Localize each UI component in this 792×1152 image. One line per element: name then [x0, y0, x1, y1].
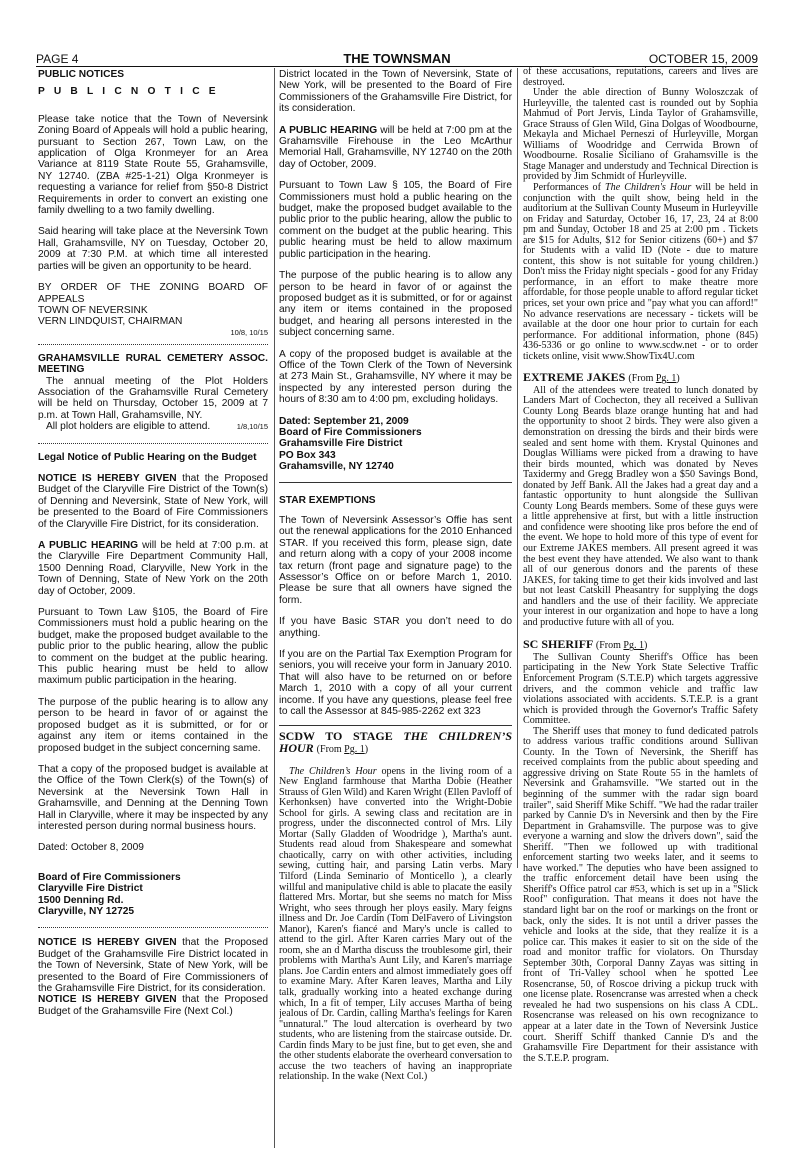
zba-run-dates: 10/8, 10/15 [230, 327, 268, 337]
star-paragraph-2: If you have Basic STAR you don’t need to do anything. [279, 616, 512, 639]
grahamsville-copy-paragraph: A copy of the proposed budget is available at the Office of the Town Clerk of the Town of Neversink at 273 Main St., Grahamsville, NY where it may be inspected by any interested person during the hours of 8:30 am to 4:00 pm, excluding holidays. [279, 348, 512, 406]
scdw-performances-paragraph: Performances of The Children's Hour will be held in conjunction with the quilt show, being held in the auditorium at the Sullivan County Museum in Hurleyville on Friday and Saturday, October 16, 17, 23, 24 at 8:00 pm and Sunday, October 18 and 25 at 2:00 pm . Tickets are $15 for Adults, $12 for Senior citizens (60+) and $7 for Students with a valid ID (Note - due to mature content, this show is not suitable for young children.) Don't miss the Friday night specials - good for any Friday performance, in an effort to make theatre more affordable, for those people unable to afford regular ticket prices, set your own price and "pay what you can afford!" No advance reservations are necessary - tickets will be available at the door one hour prior to curtain for each performance. For additional information, phone (845) 436-5336 or go online to www.scdw.net - or to order tickets online, visit www.ShowTix4U.com [523, 182, 758, 362]
claryville-signature-2: Claryville Fire District [38, 883, 143, 895]
zba-notice-paragraph: Please take notice that the Town of Neversink Zoning Board of Appeals will hold a public hearing, pursuant to Section 267, Town Law, on the application of Olga Kronmeyer for an Area Variance at 8119 State Route 55, Grahamsville, NY 12740. (ZBA #25-1-21) Olga Kronmeyer is requesting a variance for relief from §50-8 District Requirements in order to convert an existing one family dwelling to a two family dwelling. [38, 113, 268, 217]
scdw-cast-paragraph: Under the able direction of Bunny Woloszczak of Hurleyville, the talented cast is rounded out by Sophia Mahmud of Port Jervis, Linda Taylor of Grahamsville, Grace Strauss of Glen Wild, Gina Dolgas of Woodbourne, Mekayla and Michael Perneszi of Hurleyville, Morgan Williams of Woodridge and Cerrwida Brown of Woodbourne. Rosalie Siciliano of Grahamsville is the Stage Manager and understudy and Technical Direction is provided by Jim Schmidt of Hurleyville. [523, 87, 758, 183]
divider [279, 725, 512, 726]
cemetery-eligibility: All plot holders are eligible to attend. 1/8,10/15 [46, 421, 268, 433]
grahamsville-signature-1: Board of Fire Commissioners [279, 426, 422, 438]
zba-hearing-paragraph: Said hearing will take place at the Neversink Town Hall, Grahamsville, NY on Tuesday, October 20, 2009 at 7:30 P.M. at which time all interested parties will be given an opportunity to be heard. [38, 226, 268, 272]
extreme-jakes-body: All of the attendees were treated to lunch donated by Landers Mart of Cochecton, they all received a Sullivan County Long Beards blaze orange hunting hat and had the opportunity to shoot 2 birds. They were also given a demonstration on dressing the birds and their birds were sealed and sent home with them. Krystal Quinones and Douglas Williams were picked from a drawing to have their birds mounted, which was donated by Neves Taxidermy and Gregg Bradley won a $50 Savings Bond, donated by Jeff Bank. All the Jakes had a great day and a fantastic opportunity to hunt alongside the Sullivan County Long Beards members. Some of these guys were a little apprehensive at first, but with a little instruction and confidence were shooting like pros before the end of the event. We hope to hold more of this type of event for our Extreme JAKES members. All present agreed it was the best event they have attended. We also want to thank all of our generous donors and the parents of these JAKES, for taking time to get their kids involved and last but not least Catskill Pheasantry for supplying the dogs and handlers and the use of their facility. We appreciate your interest in our organization and hope to have a long and productive future with all of you. [523, 384, 758, 628]
claryville-purpose-paragraph: The purpose of the public hearing is to allow any person to be heard in favor of or against the proposed budget as it is submitted, or for or against any item or items contained in the proposed budget in the subject concerning same. [38, 696, 268, 754]
scdw-article [279, 730, 512, 1083]
legal-notice-heading: Legal Notice of Public Hearing on the Budget [38, 451, 257, 463]
grahamsville-signature-3: PO Box 343 [279, 449, 336, 461]
grahamsville-signature-4: Grahamsville, NY 12740 [279, 461, 394, 473]
divider [279, 482, 512, 483]
claryville-dated: Dated: October 8, 2009 [38, 842, 144, 854]
issue-date: OCTOBER 15, 2009 [648, 52, 758, 66]
claryville-copy-paragraph: That a copy of the proposed budget is available at the Office of the Town Clerk(s) of the Town(s) of Neversink at the Neversink Town Hall in Grahamsville, and Denning at the Denning Town Hall in Claryville, where it may be inspected by any interested person during normal business hours. [38, 763, 268, 832]
grahamsville-notice-paragraph-2: NOTICE IS HEREBY GIVEN that the Proposed Budget of the Grahamsville Fire (Next Col.) [38, 994, 268, 1017]
scdw-headline: SCDW TO STAGE THE CHILDREN’S HOUR (From Pg. 1) [279, 728, 512, 755]
claryville-notice-paragraph: NOTICE IS HEREBY GIVEN that the Proposed Budget of the Claryville Fire District of the Town(s) of Denning and Neversink, State of New York, will be presented to the Board of Fire Commissioners of the Claryville Fire District, for its consideration. [38, 472, 268, 530]
column-divider-2 [517, 68, 518, 868]
sc-sheriff-page-link[interactable]: Pg. 1 [623, 640, 644, 652]
column-2 [279, 69, 512, 1149]
divider [38, 927, 268, 928]
claryville-signature-1: Board of Fire Commissioners [38, 871, 181, 883]
newspaper-title: THE TOWNSMAN [343, 51, 451, 66]
column-1 [38, 69, 268, 1149]
cemetery-run-dates: 1/8,10/15 [236, 422, 268, 432]
star-paragraph-3: If you are on the Partial Tax Exemption Program for seniors, you will receive your form in January 2010. That will also have to be returned on or before March 1, 2010 with a copy of all your current income. If you have any questions, please feel free to call the Assessor at 845-985-2262 ext 323 [279, 649, 512, 718]
extreme-jakes-headline: EXTREME JAKES (From Pg. 1) [523, 370, 680, 385]
extreme-jakes-page-link[interactable]: Pg. 1 [655, 373, 677, 385]
grahamsville-notice-paragraph: NOTICE IS HEREBY GIVEN that the Proposed Budget of the Grahamsville Fire District located in the Town of Neversink, State of New York, will be presented to the Board of Fire Commissioners of the Grahamsville Fire District, for its consideration. [38, 937, 268, 994]
sc-sheriff-paragraph-1: The Sullivan County Sheriff's Office has been participating in the New York State Selective Traffic Enforcement Program (S.T.E.P) which targets aggressive drivers, and the common vehicle and traffic law violations associated with accidents. S.T.E.P. is a grant which is provided through the Governor's Traffic Safety Committee. [523, 651, 758, 727]
scdw-page-link[interactable]: Pg. 1 [344, 744, 365, 755]
grahamsville-hearing-paragraph: A PUBLIC HEARING will be held at 7:00 pm at the Grahamsville Firehouse in the Leo McArthur Memorial Hall, Grahamsville, NY 12740 on the 20th day of October, 2009. [279, 124, 512, 170]
star-exemptions-heading: STAR EXEMPTIONS [279, 494, 376, 506]
column-3 [523, 67, 758, 1147]
grahamsville-purpose-paragraph: The purpose of the public hearing is to allow any person to be heard in favor of or against the proposed budget as it is submitted, or for or against any item or items contained in the proposed budget, and hearing all persons interested in the subject concerning same. [279, 270, 512, 339]
grahamsville-signature-2: Grahamsville Fire District [279, 438, 403, 450]
claryville-signature-4: Claryville, NY 12725 [38, 905, 135, 917]
page-number: PAGE 4 [36, 52, 79, 66]
cemetery-heading: GRAHAMSVILLE RURAL CEMETERY ASSOC. MEETING [38, 352, 268, 376]
cemetery-paragraph: The annual meeting of the Plot Holders Association of the Grahamsville Rural Cemetery will be held on Thursday, October 15, 2009 at 7 p.m. at Town Hall, Grahamsville, NY. [38, 375, 268, 421]
claryville-hearing-paragraph: A PUBLIC HEARING will be held at 7:00 p.m. at the Claryville Fire Department Community Hall, 1500 Denning Road, Claryville, New York in the Town of Denning, State of New York on the 20th day of October, 2009. [38, 540, 268, 597]
claryville-law-paragraph: Pursuant to Town Law §105, the Board of Fire Commissioners must hold a public hearing on the budget, make the proposed budget available to the public prior to the public hearing, allow the public to comment on the budget at the public hearing. This public hearing must be held to allow maximum public participation in the hearing. [38, 607, 268, 687]
sc-sheriff-paragraph-2: The Sheriff uses that money to fund dedicated patrols to address various traffic conditions around Sullivan County. In the Town of Neversink, the Sheriff has received complaints from the public about speeding and aggressive driving on State Route 55 in the hamlets of Neversink and Grahamsville. "We started out in the beginning of the summer with the radar sign board trailer", said Sheriff Mike Schiff. "We had the radar trailer parked by Cannie D's in Neversink and then by the Fire Department in Grahamsville. The purpose was to give everyone a warning and slow the drivers down", said the Sheriff. "Then we followed up with traditional enforcement starting two weeks later, and it seems to have worked." The deputies who have been assigned to the traffic enforcement detail have been using the Sheriff's Office patrol car #53, which is set up in a "Slick Roof" configuration. That means it does not have the standard light bar on the roof or markings on the front or back, only the sides. It is not until a driver passes the vehicle and looks at the side, that they realize it is a police car. This makes it easier to sit on the side of the road and monitor traffic for violators. On Thursday September 30th, Corporal Danny Zayas was sitting in front of Tri-Valley school when he spotted Lee Rosencranse, 50, of Roscoe driving a pickup truck with one license plate. Rosencranse was arrested when a check revealed he had two suspensions on his class A CDL. Rosencranse was released on his own recognizance to appear at a later date in the Town of Neversink Justice court. Sheriff Schiff thanked Cannie D's and the Grahamsville Fire Department for their assistance with the S.T.E.P. program. [523, 725, 758, 1064]
scdw-body: The Children’s Hour opens in the living room of a New England farmhouse that Martha Dobie (Heather Strauss of Glen Wild) and Karen Wright (Ellen Pavloff of Kerhonksen) have converted into the Wright-Dobie School for girls. A sewing class and recitation are in progress, under the disconnected control of Mrs. Lily Mortar (Sally Gladden of Woodridge ), Martha's aunt. Students read aloud from Shakespeare and somewhat chaotically, carry on with other activities, including sewing, cutting hair, and parsing Latin verbs. Mary Tilford (Linda Seminario of Monticello ), a clearly willful and manipulative child is able to placate the easily flattered Mrs. Mortar, but she seems no match for Miss Wright, who sees through her ploys easily. Mary feigns illness and Dr. Joe Cardin (Tom DelFavero of Livingston Manor), Karen's fiancé and Mary's uncle is called to attend to the girl. After Karen carries Mary out of the room, she an d Martha discuss the troublesome girl, their problems with Martha's Aunt Lily, and Karen's marriage plans. Joe Cardin enters and almost immediately goes off to examine Mary. After Karen leaves, Martha and Lily talk, gradually working into a heated exchange during which, In a fit of temper, Lily accuses Martha of being jealous of Dr. Cardin, calling Martha's feelings for Karen "unnatural." The loud altercation is overheard by two students, who are listening from the staircase outside. Dr. Cardin finds Mary to be just fine, but to get even, she and the other students elaborate the overheard conversation to accuse the two teachers of having an inappropriate relationship. In the wake (Next Col.) [279, 765, 512, 1083]
star-paragraph-1: The Town of Neversink Assessor’s Offie has sent out the renewal applications for the 2010 Enhanced STAR. If you received this form, please sign, date and return along with a copy of your 2008 income tax return (front page and signature page) to the Assessor’s Office on or before March 1, 2010. Please be sure that all owners have signed the form. [279, 515, 512, 606]
grahamsville-continued-paragraph: District located in the Town of Neversink, State of New York, will be presented to the Board of Fire Commissioners of the Grahamsville Fire District, for its consideration. [279, 69, 512, 115]
claryville-signature-3: 1500 Denning Rd. [38, 894, 124, 906]
public-notices-heading: PUBLIC NOTICES [38, 69, 125, 80]
divider [38, 344, 268, 345]
zba-town-line: TOWN OF NEVERSINK [38, 304, 148, 316]
scdw-continued-paragraph: of these accusations, reputations, careers and lives are destroyed. [523, 67, 758, 88]
column-divider-1 [274, 68, 275, 1148]
zba-order-line: BY ORDER OF THE ZONING BOARD OF APPEALS [38, 282, 268, 305]
public-notice-subheading: P U B L I C N O T I C E [38, 86, 219, 98]
grahamsville-dated: Dated: September 21, 2009 [279, 415, 409, 427]
divider [38, 443, 268, 444]
zba-chairman-line: VERN LINDQUIST, CHAIRMAN [38, 316, 183, 328]
sc-sheriff-headline: SC SHERIFF (From Pg. 1) [523, 637, 648, 652]
grahamsville-law-paragraph: Pursuant to Town Law § 105, the Board of Fire Commissioners must hold a public hearing on the budget, make the proposed budget available to the public prior to the public hearing, allow the public to comment on the budget at the public hearing. This public hearing must be held to allow maximum public participation in the hearing. [279, 180, 512, 260]
page-header [36, 52, 758, 67]
